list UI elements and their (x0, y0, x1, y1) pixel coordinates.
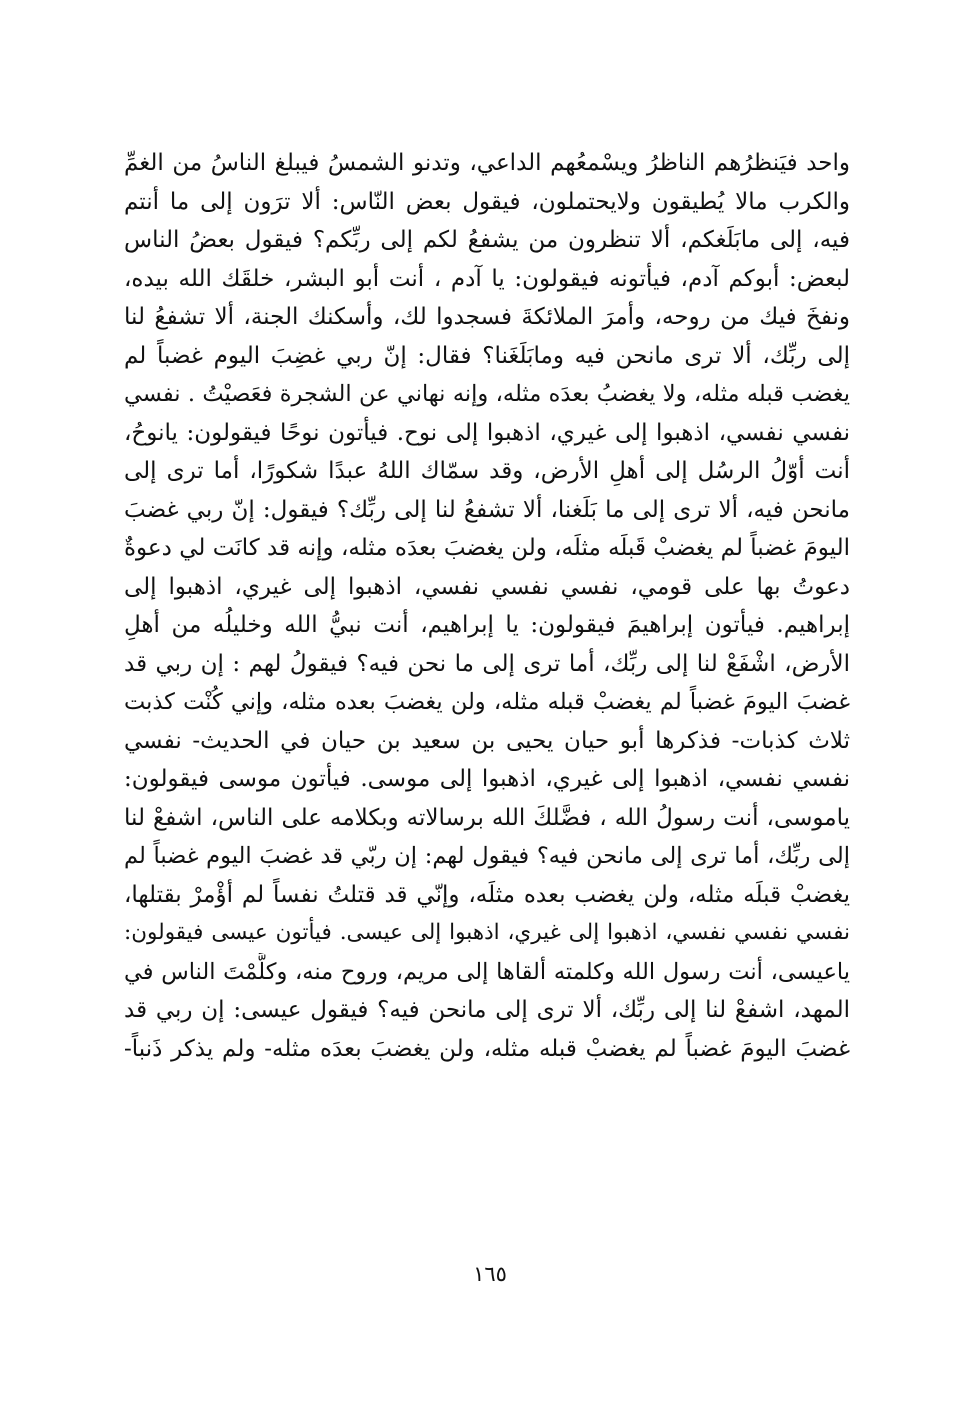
text-line: إلى ربِّك، ألا ترى مانحن فيه ومابَلَغَنا؟ فقال: إنّ ربي غضِبَ اليوم غضباً لم (124, 342, 850, 369)
text-line: فيه، إلى مابَلَغكم، ألا تنظرون من يشفعُ لكم إلى ربِّكم؟ فيقول بعضُ الناس (124, 227, 850, 253)
text-line: ثلاث كذبات- فذكرها أبو حيان يحيى بن سعيد بن حيان في الحديث- نفسي (124, 727, 850, 754)
text-line: ياموسى، أنت رسولُ الله ، فضَّلكَ الله برسالاته وبكلامه على الناس، اشفعْ لنا (124, 804, 850, 831)
text-line: لبعض: أبوكم آدم، فيأتونه فيقولون: يا آدم ، أنت أبو البشر، خلقَك الله بيده، (124, 265, 850, 292)
text-line: دعوتُ بها على قومي، نفسي نفسي نفسي، اذهبوا إلى غيري، اذهبوا إلى (124, 573, 850, 600)
text-line: إبراهيم. فيأتون إبراهيمَ فيقولون: يا إبراهيم، أنت نبيُّ الله وخليلُه من أهلِ (124, 612, 850, 638)
page-number: ١٦٥ (473, 1262, 507, 1286)
text-line: غضبَ اليومَ غضباً لم يغضبْ قبله مثله، ولن يغضبَ بعدَه مثله- ولم يذكر ذَنباً- (124, 1035, 850, 1062)
text-line: يغضبْ قبلَه مثله، ولن يغضب بعده مثلَه، وإنّي قد قتلتُ نفساً لم أؤْمرْ بقتلها، (124, 881, 850, 908)
text-line: نفسي نفسي نفسي، اذهبوا إلى غيري، اذهبوا إلى عيسى. فيأتون عيسى فيقولون: (124, 920, 850, 945)
body-text (124, 144, 850, 1068)
text-line: اليومَ غضباً لم يغضبْ قَبلَه مثلَه، ولن يغضبَ بعدَه مثله، وإنه قد كانَت لي دعوةٌ (124, 535, 850, 561)
text-line: نفسي نفسي، اذهبوا إلى غيري، اذهبوا إلى نوح. فيأتون نوحًا فيقولون: يانوحُ، (124, 419, 850, 446)
text-line: أنت أوّلُ الرسُل إلى أهلِ الأرض، وقد سمّاك اللهُ عبدًا شكورًا، أما ترى إلى (124, 458, 850, 484)
text-line: المهد، اشفعْ لنا إلى ربِّك، ألا ترى إلى مانحن فيه؟ فيقول عيسى: إن ربي قد (124, 997, 850, 1023)
text-line: إلى ربِّك، أما ترى إلى مانحن فيه؟ فيقول لهم: إن ربّي قد غضبَ اليوم غضباً لم (124, 843, 850, 869)
text-line: غضبَ اليومَ غضباً لم يغضبْ قبله مثله، ولن يغضبَ بعده مثله، وإني كُنْت كذبت (124, 689, 850, 715)
text-line: والكرب مالا يُطيقون ولايحتملون، فيقول بعض النّاس: ألا ترَون إلى ما أنتم (124, 188, 850, 215)
text-line: يغضب قبله مثله، ولا يغضبُ بعدَه مثله، وإنه نهاني عن الشجرة فعَصيْتُ . نفسي (124, 381, 850, 407)
text-line: نفسي نفسي، اذهبوا إلى غيري، اذهبوا إلى موسى. فيأتون موسى فيقولون: (124, 766, 850, 792)
text-line: مانحن فيه، ألا ترى إلى ما بَلَغنا، ألا تشفعُ لنا إلى ربِّك؟ فيقول: إنّ ربي غضبَ (124, 496, 850, 523)
text-line: ونفخَ فيك من روحه، وأمرَ الملائكةَ فسجدوا لك، وأسكنك الجنة، ألا تشفعُ لنا (124, 304, 850, 330)
text-line: ياعيسى، أنت رسول الله وكلمته ألقاها إلى مريم، وروح منه، وكلَّمْتَ الناس في (124, 958, 850, 985)
text-line: الأرض، اشْفَعْ لنا إلى ربِّك، أما ترى إلى ما نحن فيه؟ فيقولُ لهم : إن ربي قد (124, 650, 850, 677)
text-line: واحد فيَنظرُهم الناظرُ ويسْمعُهم الداعي، وتدنو الشمسُ فيبلغ الناسُ من الغمِّ (124, 150, 850, 176)
